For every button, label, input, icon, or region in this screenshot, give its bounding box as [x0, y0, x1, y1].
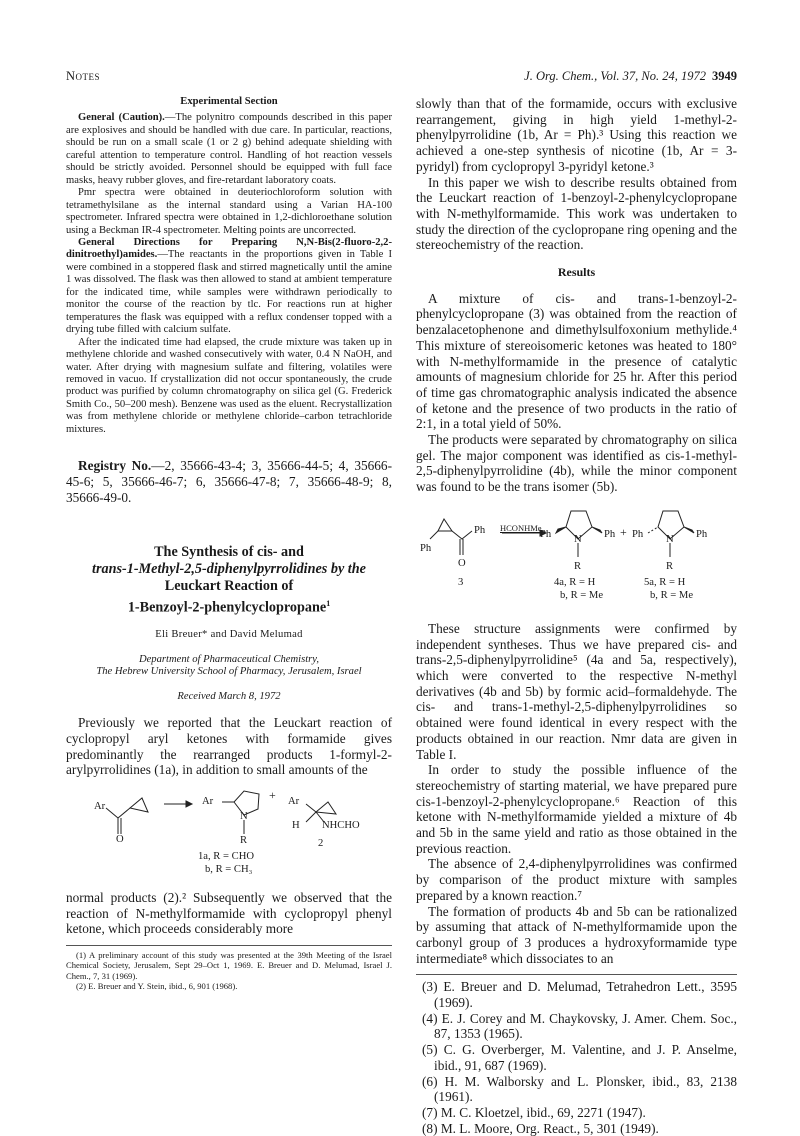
scheme1-nhcho: NHCHO	[322, 820, 360, 832]
hashed-bond	[648, 527, 658, 533]
article-title-line4-text: 1-Benzoyl-2-phenylcyclopropane	[127, 599, 327, 616]
scheme1-label-1b: b, R = CH₃	[205, 864, 253, 876]
experimental-directions	[66, 237, 392, 337]
experimental-spectra: Pmr spectra were obtained in deuteriochloroform solution with tetramethylsilane as the internal standard using a Varian HA-100 spectrometer. Infrared spectra were obtained in 1,2-dichloroethane solution using a Beckman IR-4 spectrometer. Melting points are uncorrected.	[66, 187, 392, 236]
scheme1-ar1: Ar	[94, 801, 106, 813]
scheme1-label-2: 2	[318, 838, 324, 850]
cyclopropane-ring-2	[316, 802, 336, 814]
scheme1-ar2: Ar	[202, 796, 214, 808]
wedge-bond-3	[684, 527, 694, 533]
scheme2-ph4: Ph	[604, 528, 616, 540]
scheme2-ph5: Ph	[632, 528, 644, 540]
results-heading: Results	[557, 265, 596, 280]
footnote-5: (5) C. G. Overberger, M. Valentine, and J. P. Anselme, ibid., 91, 687 (1969).	[422, 1042, 737, 1073]
scheme1-o: O	[116, 834, 124, 846]
scheme2-r1: R	[574, 560, 582, 572]
footnotes-left	[66, 945, 392, 991]
scheme2-ph2: Ph	[474, 524, 486, 536]
scheme2-n1: N	[574, 533, 582, 545]
footnote-8: (8) M. L. Moore, Org. React., 5, 301 (1949).	[422, 1120, 659, 1136]
results-paragraph-6: The formation of products 4b and 5b can be rationalized by assuming that attack of N-methylformamide upon the carbonyl group of 3 produces a hydroxyformamide type intermediate⁸ which dissociates to an	[416, 903, 737, 966]
intro-block	[66, 715, 392, 778]
results-paragraph-5: The absence of 2,4-diphenylpyrrolidines was confirmed by comparison of the product mixture with samples prepared by a known reaction.⁷	[416, 856, 737, 903]
scheme2-label-5a: 5a, R = H	[644, 576, 686, 588]
affiliation-line2: The Hebrew University School of Pharmacy, Jerusalem, Israel	[96, 666, 362, 678]
received-date: Received March 8, 1972	[177, 690, 281, 702]
right-paragraph-2: In this paper we wish to describe results obtained from the Leuckart reaction of 1-benzoyl-2-phenylcyclopropane with N-methylformamide. This work was undertaken to study the direction of the cyclopropane ring opening and the stereochemistry of the reaction.	[416, 174, 737, 253]
article-title-line2: trans-1-Methyl-2,5-diphenylpyrrolidines by the	[92, 560, 366, 577]
scheme1-r: R	[240, 835, 248, 847]
footnote-4: (4) E. J. Corey and M. Chaykovsky, J. Amer. Chem. Soc., 87, 1353 (1965).	[422, 1010, 737, 1042]
footnote-2: (2) E. Breuer and Y. Stein, ibid., 6, 901 (1968).	[76, 980, 238, 991]
intro-cont-block	[66, 890, 392, 937]
general-text: —The polynitro compounds described in this paper are explosives and should be handled with due care. In particular, reactions, should be run on a small scale (1 or 2 g) behind adequate shielding with careful attention to temperature control. Handling of hot reaction vessels should be strictly avoided. Personnel should be equipped with full face masks, heavy rubber gloves, and fire-retardant laboratory coats.	[66, 112, 392, 186]
article-title-line3: Leuckart Reaction of	[164, 578, 294, 595]
running-head-journal	[524, 69, 737, 84]
footnote-1: (1) A preliminary account of this study was presented at the 39th Meeting of the Israel Chemical Society, Jerusalem, Sept 29–Oct 1, 1969. E. Breuer and D. Melumad, Israel J. Chem., 7, 31 (1969).	[66, 950, 392, 981]
h-bond	[306, 812, 316, 822]
benzoyl-bond	[452, 531, 472, 539]
article-title-footnote-mark: 1	[326, 599, 331, 609]
directions-lead: General Directions for Preparing N,N-Bis(2-fluoro-2,2-dinitroethyl)amides.	[66, 236, 392, 261]
ketone-bond	[106, 808, 130, 818]
intro-paragraph: Previously we reported that the Leuckart reaction of cyclopropyl aryl ketones with formamide gives predominantly the rearranged products 1-formyl-2-arylpyrrolidines (1a), in addition to small amounts of the	[66, 715, 392, 778]
results-paragraph-3: These structure assignments were confirmed by independent syntheses. Thus we have prepared cis- and trans-2,5-diphenylpyrrolidine⁵ (4a and 5a, respectively), which were converted to the respective N-methyl derivatives (4b and 5b) by formic acid–formaldehyde. The cis- and trans-1-methyl-2,5-diphenylpyrrolidines so obtained were found identical in every respect with the products obtained in our reaction. Nmr data are given in Table I.	[416, 620, 737, 762]
article-title-line4	[66, 595, 392, 617]
registry-lead: Registry No.	[78, 458, 152, 474]
journal-citation: J. Org. Chem., Vol. 37, No. 24, 1972	[524, 69, 706, 83]
cyclopropane-ring-3	[438, 519, 452, 531]
right-paragraph-1: slowly than that of the formamide, occurs with exclusive rearrangement, giving in high yield 1-methyl-2-phenylpyrrolidine (1b, Ar = Ph).³ Using this reaction we achieved a one-step synthesis of nicotine (1b, Ar = 3-pyridyl) from cyclopropyl 3-pyridyl ketone.³	[416, 96, 737, 174]
results-paragraph-2: The products were separated by chromatography on silica gel. The major component was identified as cis-1-methyl-2,5-diphenylpyrrolidine (4b), while the minor component was found to be the trans isomer (5b).	[416, 432, 737, 495]
scheme1-ar3: Ar	[288, 796, 300, 808]
running-head-section: Notes	[66, 69, 101, 83]
general-lead: General (Caution).	[78, 112, 165, 124]
right-column	[416, 96, 737, 1136]
scheme-1	[66, 782, 392, 882]
aryl-bond-2	[306, 804, 316, 812]
cyclopropane-ring-1	[130, 798, 148, 812]
scheme2-plus: +	[620, 524, 627, 539]
intro-continued: normal products (2).² Subsequently we observed that the reaction of N-methylformamide with cyclopropyl phenyl ketone, which proceeds considerably more	[66, 890, 392, 937]
scheme1-n: N	[240, 811, 248, 823]
registry-text: —2, 35666-43-4; 3, 35666-44-5; 4, 35666-45-6; 5, 35666-46-7; 6, 35666-47-8; 7, 35666-48-9; 8, 35666-49-0.	[66, 458, 393, 505]
scheme1-plus: +	[269, 788, 276, 803]
page-number: 3949	[712, 69, 737, 83]
footnote-3: (3) E. Breuer and D. Melumad, Tetrahedron Lett., 3595 (1969).	[422, 979, 737, 1011]
scheme2-label-4b: b, R = Me	[560, 589, 604, 601]
scheme2-label-3: 3	[458, 576, 464, 588]
article-title	[66, 544, 392, 618]
scheme2-o: O	[458, 557, 466, 569]
footnote-7: (7) M. C. Kloetzel, ibid., 69, 2271 (1947).	[422, 1104, 646, 1120]
footnotes-right	[416, 974, 737, 1136]
experimental-general	[66, 112, 392, 187]
scheme2-label-5b: b, R = Me	[650, 589, 694, 601]
article-authors: Eli Breuer* and David Melumad	[155, 629, 303, 641]
left-column	[66, 96, 392, 991]
arrow-head-1	[186, 801, 192, 807]
registry-numbers	[66, 458, 392, 505]
scheme-2	[416, 503, 737, 613]
experimental-heading: Experimental Section	[180, 96, 278, 107]
experimental-workup: After the indicated time had elapsed, the crude mixture was taken up in methylene chloride and washed consecutively with water, 0.4 N NaOH, and water. After drying with magnesium sulfate and filtering, volatiles were removed in vacuo. If crystallization did not occur spontaneously, the crude product was purified by column chromatography on silica gel (G. Frederick Smith Co., 50–200 mesh). Benzene was used as the eluent. Recrystallization was from methylene chloride or methylene chloride–carbon tetrachloride mixtures.	[66, 336, 392, 435]
scheme2-ph6: Ph	[696, 528, 708, 540]
wedge-bond-1	[556, 527, 566, 533]
scheme2-n2: N	[666, 533, 674, 545]
scheme2-label-4a: 4a, R = H	[554, 576, 596, 588]
scheme2-r2: R	[666, 560, 674, 572]
article-affiliation	[66, 654, 392, 679]
phenyl-bond	[430, 531, 438, 539]
footnote-6: (6) H. M. Walborsky and L. Plonsker, ibid., 83, 2138 (1961).	[422, 1073, 737, 1105]
directions-text: —The reactants in the proportions given in Table I were combined in a stoppered flask and stirred magnetically until the amine 1 was dissolved. The flask was then allowed to stand at ambient temperature for the indicated time, while samples were withdrawn periodically to monitor the course of the reaction by tlc. For reactions run at higher temperatures the flask was equipped with a reflux condenser topped with a drying tube filled with calcium sulfate.	[66, 249, 392, 336]
scheme2-ph3: Ph	[540, 528, 552, 540]
scheme2-ph1: Ph	[420, 542, 432, 554]
scheme1-h: H	[292, 820, 300, 832]
results-paragraph-1: A mixture of cis- and trans-1-benzoyl-2-phenylcyclopropane (3) was obtained from the reaction of benzalacetophenone and dimethylsulfoxonium methylide.⁴ This mixture of stereoisomeric ketones was heated to 180° with N-methylformamide in the presence of catalytic amounts of magnesium chloride for 25 hr. After this period of time gas chromatographic analysis indicated the absence of ketone and the presence of two products in the ratio of 2:1, in a total yield of 50%.	[416, 290, 737, 432]
scheme2-reagent: HCONHMe	[500, 522, 542, 533]
scheme1-label-1a: 1a, R = CHO	[198, 851, 254, 863]
results-paragraph-4: In order to study the possible influence of the stereochemistry of starting material, we have prepared pure cis-1-benzoyl-2-phenylcyclopropane.⁶ Reaction of this ketone with N-methylformamide yielded a mixture of 4b and 5b in the same yield and ratio as those obtained in the previous reaction.	[416, 762, 737, 856]
wedge-bond-2	[592, 527, 602, 533]
article-title-line1: The Synthesis of cis- and	[154, 543, 304, 560]
affiliation-line1: Department of Pharmaceutical Chemistry,	[138, 653, 320, 665]
